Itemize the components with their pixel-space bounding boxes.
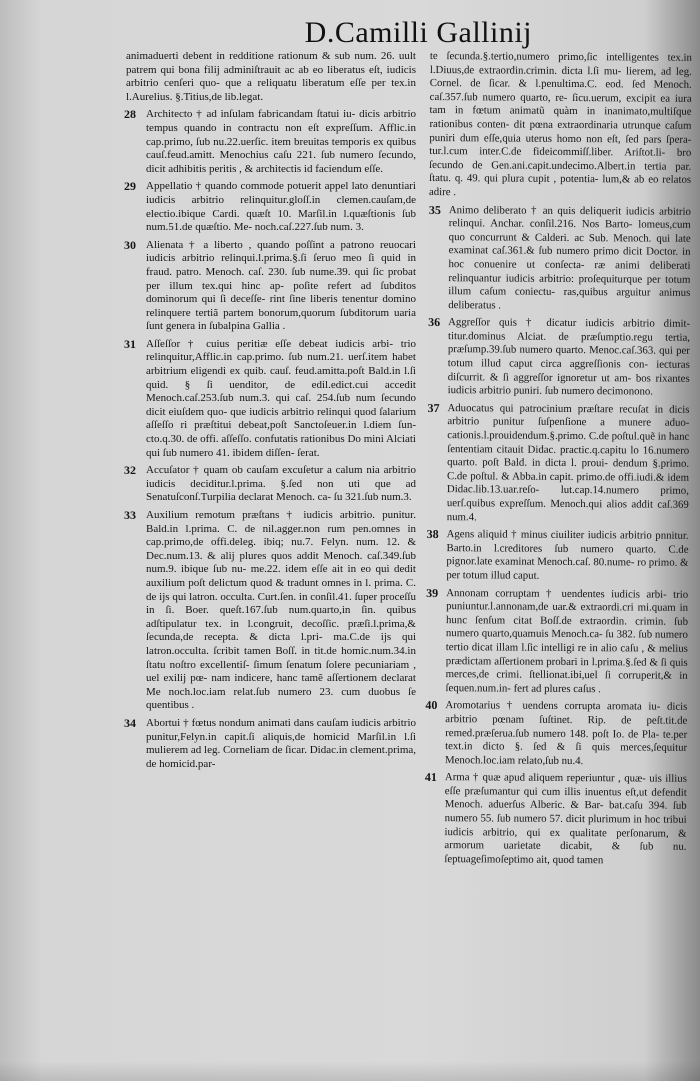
page-bottom-shadow <box>0 1061 700 1081</box>
paragraph-number: 36 <box>428 315 441 330</box>
page-header-title: D.Camilli Gallinij <box>304 16 532 49</box>
paragraph-number: 37 <box>427 400 440 415</box>
right-column <box>424 50 692 872</box>
paragraph <box>425 699 687 769</box>
paragraph <box>126 50 416 104</box>
paragraph-text: Agens aliquid † minus ciuiliter iudicis arbitrio pnnitur. Barto.in l.creditores ſub numero quarto. C.de pignor.late examinat Menoch.caſ. 80.nume- ro primo. & per totum illud caput. <box>446 528 689 582</box>
paragraph-number: 29 <box>124 179 136 194</box>
paragraph-text: te ſecunda.§.tertio,numero primo,ſic intelligentes tex.in l.Diuus,de extraordin.crimin. dicta l.ſi mu- lierem, ad leg. Cornel. de ſicar. & l.penultima.C. eod. ſed Menoch. caſ.357.ſub numero quarto, re- ſicu.uerum, excipit ea iura tam in fœtum animatũ quàm in inanimato,multiſque rationibus conten- dit pœna extraordinaria utrunque caſum puniri dum eſſe,quia uterus homo non eſt, ſed pars ſpera- tur.l.cum inter.C.de fideicommiſſ.liber. Ariſtot.li- bro ſecundo de Gen.ani.capit.undecimo.Albert.in tertia par. ſtatu. q. 49. qui plura cupit , potentia- lum,& ab eo relatos adire . <box>428 50 692 199</box>
paragraph <box>426 528 688 584</box>
paragraph <box>126 108 416 176</box>
paragraph-number: 41 <box>424 770 437 785</box>
paragraph-number: 34 <box>124 715 136 730</box>
paragraph-text: Arma † quæ apud aliquem reperiuntur , quæ- uis illius eſſe præſumantur qui cum illis inuentus eſt,ut defendit Menoch. aduerſus Alberic. & Bar- bat.caſu 394. ſub numero 55. ſub numero 57. dicit plurimum in hoc tribui iudicis arbitrio, qui ex qualitate perſonarum, & armorum uarietate dicabit, & ſub nu. ſeptuageſimoſeptimo ait, quod tamen <box>444 771 687 867</box>
paragraph-number: 35 <box>428 202 441 217</box>
paragraph-text: Aromotarius † uendens corrupta aromata iu- dicis arbitrio pœnam ſuſtinet. Rip. de peſt.tit.de remed.præſerua.ſub numero 148. poſt Io. de Pla- te.per text.in dicto §. ſed & ſi quis merces,ſequitur Menoch.loc.iam relato,ſub nu.4. <box>445 699 688 767</box>
paragraph <box>126 180 416 234</box>
paragraph-text: Animo deliberato † an quis deliquerit iudicis arbitrio relinqui. Anchar. conſil.216. Nos Barto- lomeus,cum quo concurrunt & Calderi. ac Sub. Menoch. qui late examinat caſ.361.& ſub numero primo dicit Doctor. in hoc conuenire ut conſecta- ræ animi deliberati relinquantur iudicis arbitrio: proſequiturque per totum illum caſum coniectu- ras,quibus arguitur animus deliberatus . <box>448 203 691 312</box>
paragraph-text: Aſſeſſor † cuius peritiæ eſſe debeat iudicis arbi- trio relinquitur,Afflic.in cap.primo. ſub num.21. uerſ.item habet arbitrium eligendi ex quib. cauſ. feud.amitta.poſt Bald.in l.ſi quid. § ſi uenditor, de edil.edict.cui accedit Menoch.caſ.253.ſub num.3. qui caſ. 254.ſub num ſecundo dicit eiuſdem quo- que iudicis arbitrio relinqui quod ſalarium aſſeſſo ri præſtitui debeat,poſt Sanctoſeuer.in l.diem ſun- cto.q.30. de offi. aſſeſſo. confutatis rationibus Do mini Alciati qui ſub numero 41. ibidem diſſen- ſerat. <box>146 337 416 459</box>
paragraph-number: 32 <box>124 463 136 478</box>
paragraph <box>427 402 690 526</box>
paragraph <box>126 239 416 334</box>
paragraph-text: Appellatio † quando commode potuerit appel lato denuntiari iudicis arbitrio relinquitur.gloſſ.in clemen.cauſam,de electio.ibique Cardi. quæſt 10. Marſil.in l.quæſtionis ſub num.51.de quæſtio. Me- noch.caſ.227.ſub num. 3. <box>146 180 416 234</box>
paragraph-text: animaduerti debent in redditione rationum & sub num. 26. uult patrem qui bona filij adminiſtrauit ac ab eo liberatus eſt, iudicis arbitrio cenſeri quo- que a reliquatu liberatum eſſe per tex.in l.Aurelius. §.Titius,de lib.legat. <box>126 50 416 103</box>
paragraph <box>429 50 692 201</box>
paragraph-number: 30 <box>124 237 136 252</box>
paragraph-text: Accuſator † quam ob cauſam excuſetur a calum nia arbitrio iudicis deciditur.l.prima. §.ſed non uti que ad Senatuſconſ.Turpilia declarat Menoch. ca- ſu 321.ſub num.3. <box>146 464 416 504</box>
paragraph-text: Aggreſſor quis † dicatur iudicis arbitrio dimit- titur.dominus Alciat. de præſumptio.regu tertia, præſump.39.ſub numero quarto. Menoc.caſ.363. qui per totum illud caput circa aggreſſionis con- iecturas diſcurrit. & ſi aggreſſor ignoretur ut am- bos rixantes iudicis arbitrio puniri. ſub numero decimonono. <box>447 316 691 398</box>
paragraph-number: 39 <box>426 585 439 600</box>
paragraph <box>126 509 416 713</box>
paragraph-text: Annonam corruptam † uendentes iudicis arbi- trio puniuntur.l.annonam,de uar.& extraordi.cri mi.quam in hunc ſenſum citat Boſſ.de extraordin. crimin. ſub numero quarto,quamuis Menoch.ca- ſu 382. ſub numero tertio dicat illam l.ſic intelligi re in alio caſu , & melius prædictam aſſertionem probari in l.prima.§.ſed & ſi quis merces,de crimi. ſtellionat.ibi,uel ſi corruperit,& in ſequen.num.in- fert ad plures caſus . <box>445 586 689 695</box>
left-column <box>126 50 416 775</box>
paragraph-number: 33 <box>124 508 136 522</box>
paragraph-text: Abortui † fœtus nondum animati dans cauſam iudicis arbitrio punitur,Felyn.in capit.ſi aliquis,de homicid Marſil.in l.ſi mulierem ad leg. Corneliam de ſicar. Didac.in clement.prima, de homicid.par- <box>146 716 417 770</box>
paragraph-number: 28 <box>124 107 136 122</box>
paragraph <box>424 771 687 868</box>
paragraph-text: Aduocatus qui patrocinium præſtare recuſat in dicis arbitrio punitur ſuſpenſione a munere aduo- cationis.l.prouidendum.§.primo. C.de poſtul.quẽ in hanc ſententiam citauit Didac. practic.q.capitu lo 16.numero quarto. poſt Bald. in dicta l. proui- dendum §.primo. C.de poſtul. & Abba.in capit. primo.de offi.iudi.& idem Didac.lib.13.uar.reſo- lut.cap.14.numero primo, uerſ.quibus expreſſum. Menoch.qui alios addit caſ.369 num.4. <box>446 401 690 523</box>
paragraph-text: Alienata † a liberto , quando poſſint a patrono reuocari iudicis arbitrio relinqui.l.prima.§.ſi ſeruo meo ſi quid in fraud. patro. Menoch. caſ. 230. ſub nume.39. qui ſic probat per illum tex.qui hinc ap- poſite refert ad ſubditos dominorum qui ſi deceſſe- rint ſine liberis tenentur domino relinquere tertiã partem bonorum,quorum ſubditorum uaria ſunt genera in ſubalpina Gallia . <box>146 238 416 333</box>
paragraph <box>425 587 688 698</box>
paragraph-text: Auxilium remotum præſtans † iudicis arbitrio. punitur. Bald.in l.prima. C. de nil.agger.non rum pen.omnes in cap.primo,de offi.deleg. ibiq; nu.7. Felyn. num. 12. & Dec.num.13. & alij plures quos addit Menoch. caſ.349.ſub num.9. ibique ſub nu- me.22. idem eſſe ait in eo qui dedit auxilium poſt delictum quod & tradunt omnes in l. prima. C. de ijs qui latron. occulta. Curt.ſen. in conſil.41. ſuper proceſſu in ſi. Boer. queſt.167.ſub num.quarto,in ſin. quibus adſtipulatur tex. in l.congruit, decoſſic. præſi.l.prima,& ſecunda,de recepta. & dicta l.pri- ma.C.de ijs qui latron.occulta. ſcribit tamen Boſſ. in tit.de homic.num.34.in ſtatu noſtro excellentiſ- ſimum ſenatum ſolere pecuniariam , uel exilij pœ- nam indicere, hanc tamẽ aſſertionem declarat Me noch.loc.iam relat.ſub numero 23. cum duobus ſe quentibus . <box>146 509 416 712</box>
paragraph-text: Architecto † ad inſulam fabricandam ſtatui iu- dicis arbitrio tempus quando in contractu non eſt expreſſum. Afflic.in cap.primo, ſub nu.22.uerſic. item breuitas temporis ex quibus cauſ.feud.amitt. Menochius caſu 221. ſub numero ſecundo, dicit adhibitis peritis , & architectis id faciendum eſſe. <box>146 108 416 175</box>
paragraph <box>428 204 691 315</box>
paragraph <box>126 717 416 771</box>
paragraph <box>126 338 416 460</box>
paragraph-number: 40 <box>425 698 438 713</box>
paragraph <box>126 464 416 505</box>
paragraph <box>428 316 691 399</box>
paragraph-number: 31 <box>124 336 136 351</box>
paragraph-number: 38 <box>426 527 439 542</box>
